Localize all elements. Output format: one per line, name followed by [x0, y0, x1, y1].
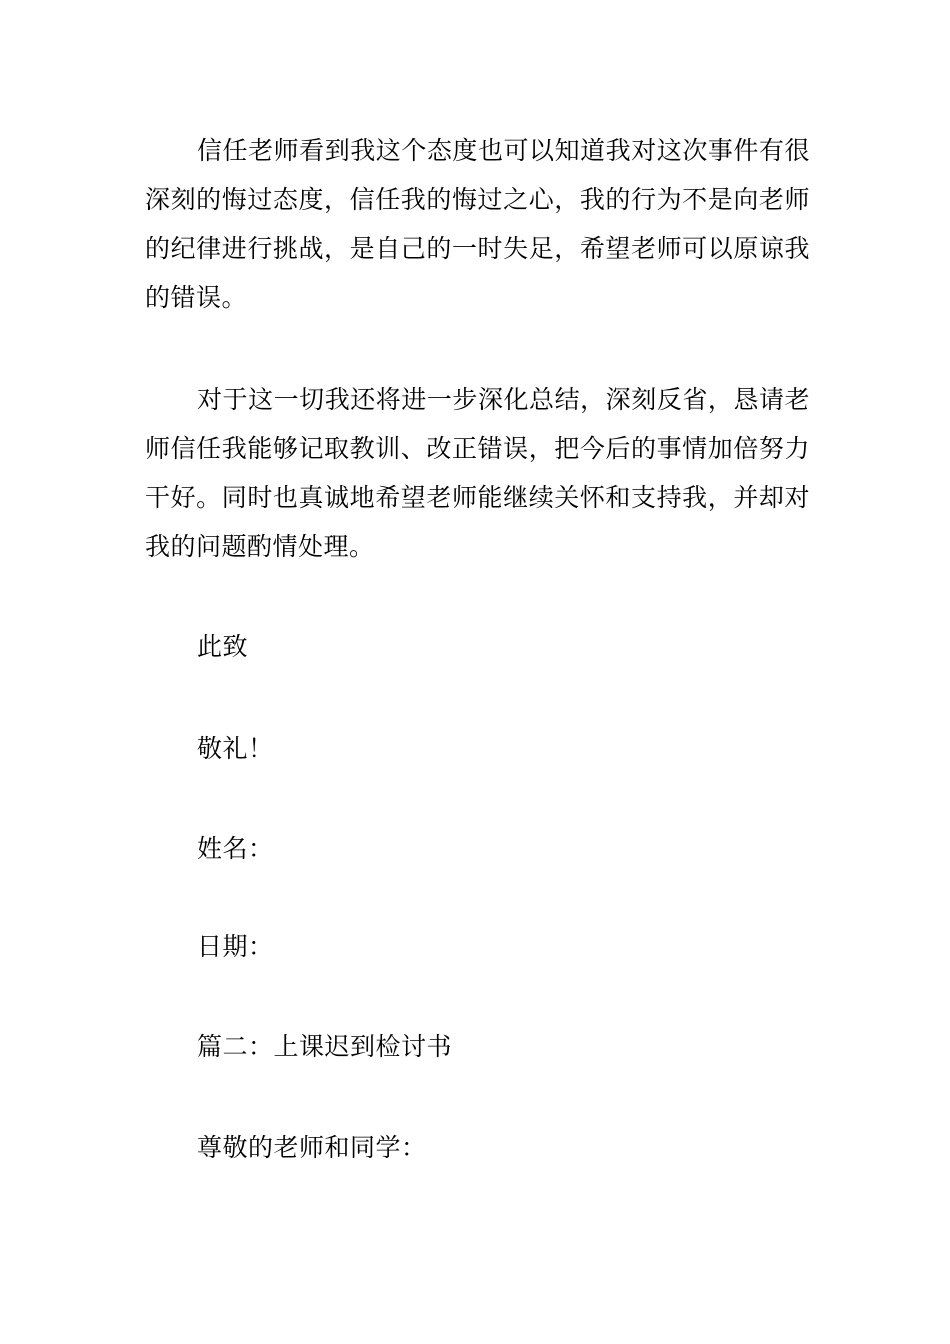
- date-label: 日期：: [197, 932, 274, 961]
- greeting-line: 尊敬的老师和同学：: [197, 1133, 427, 1162]
- section-title: 篇二：上课迟到检讨书: [197, 1032, 453, 1061]
- closing-line: 此致: [197, 632, 249, 661]
- body-paragraph: 信任老师看到我这个态度也可以知道我对这次事件有很深刻的悔过态度，信任我的悔过之心，我的行为不是向老师的纪律进行挑战，是自己的一时失足，希望老师可以原谅我的错误。: [145, 136, 810, 312]
- body-paragraph: 对于这一切我还将进一步深化总结，深刻反省，恳请老师信任我能够记取教训、改正错误，把今后的事情加倍努力干好。同时也真诚地希望老师能继续关怀和支持我，并却对我的问题酌情处理。: [145, 385, 810, 561]
- name-label: 姓名：: [197, 834, 274, 863]
- salute-line: 敬礼！: [197, 734, 274, 763]
